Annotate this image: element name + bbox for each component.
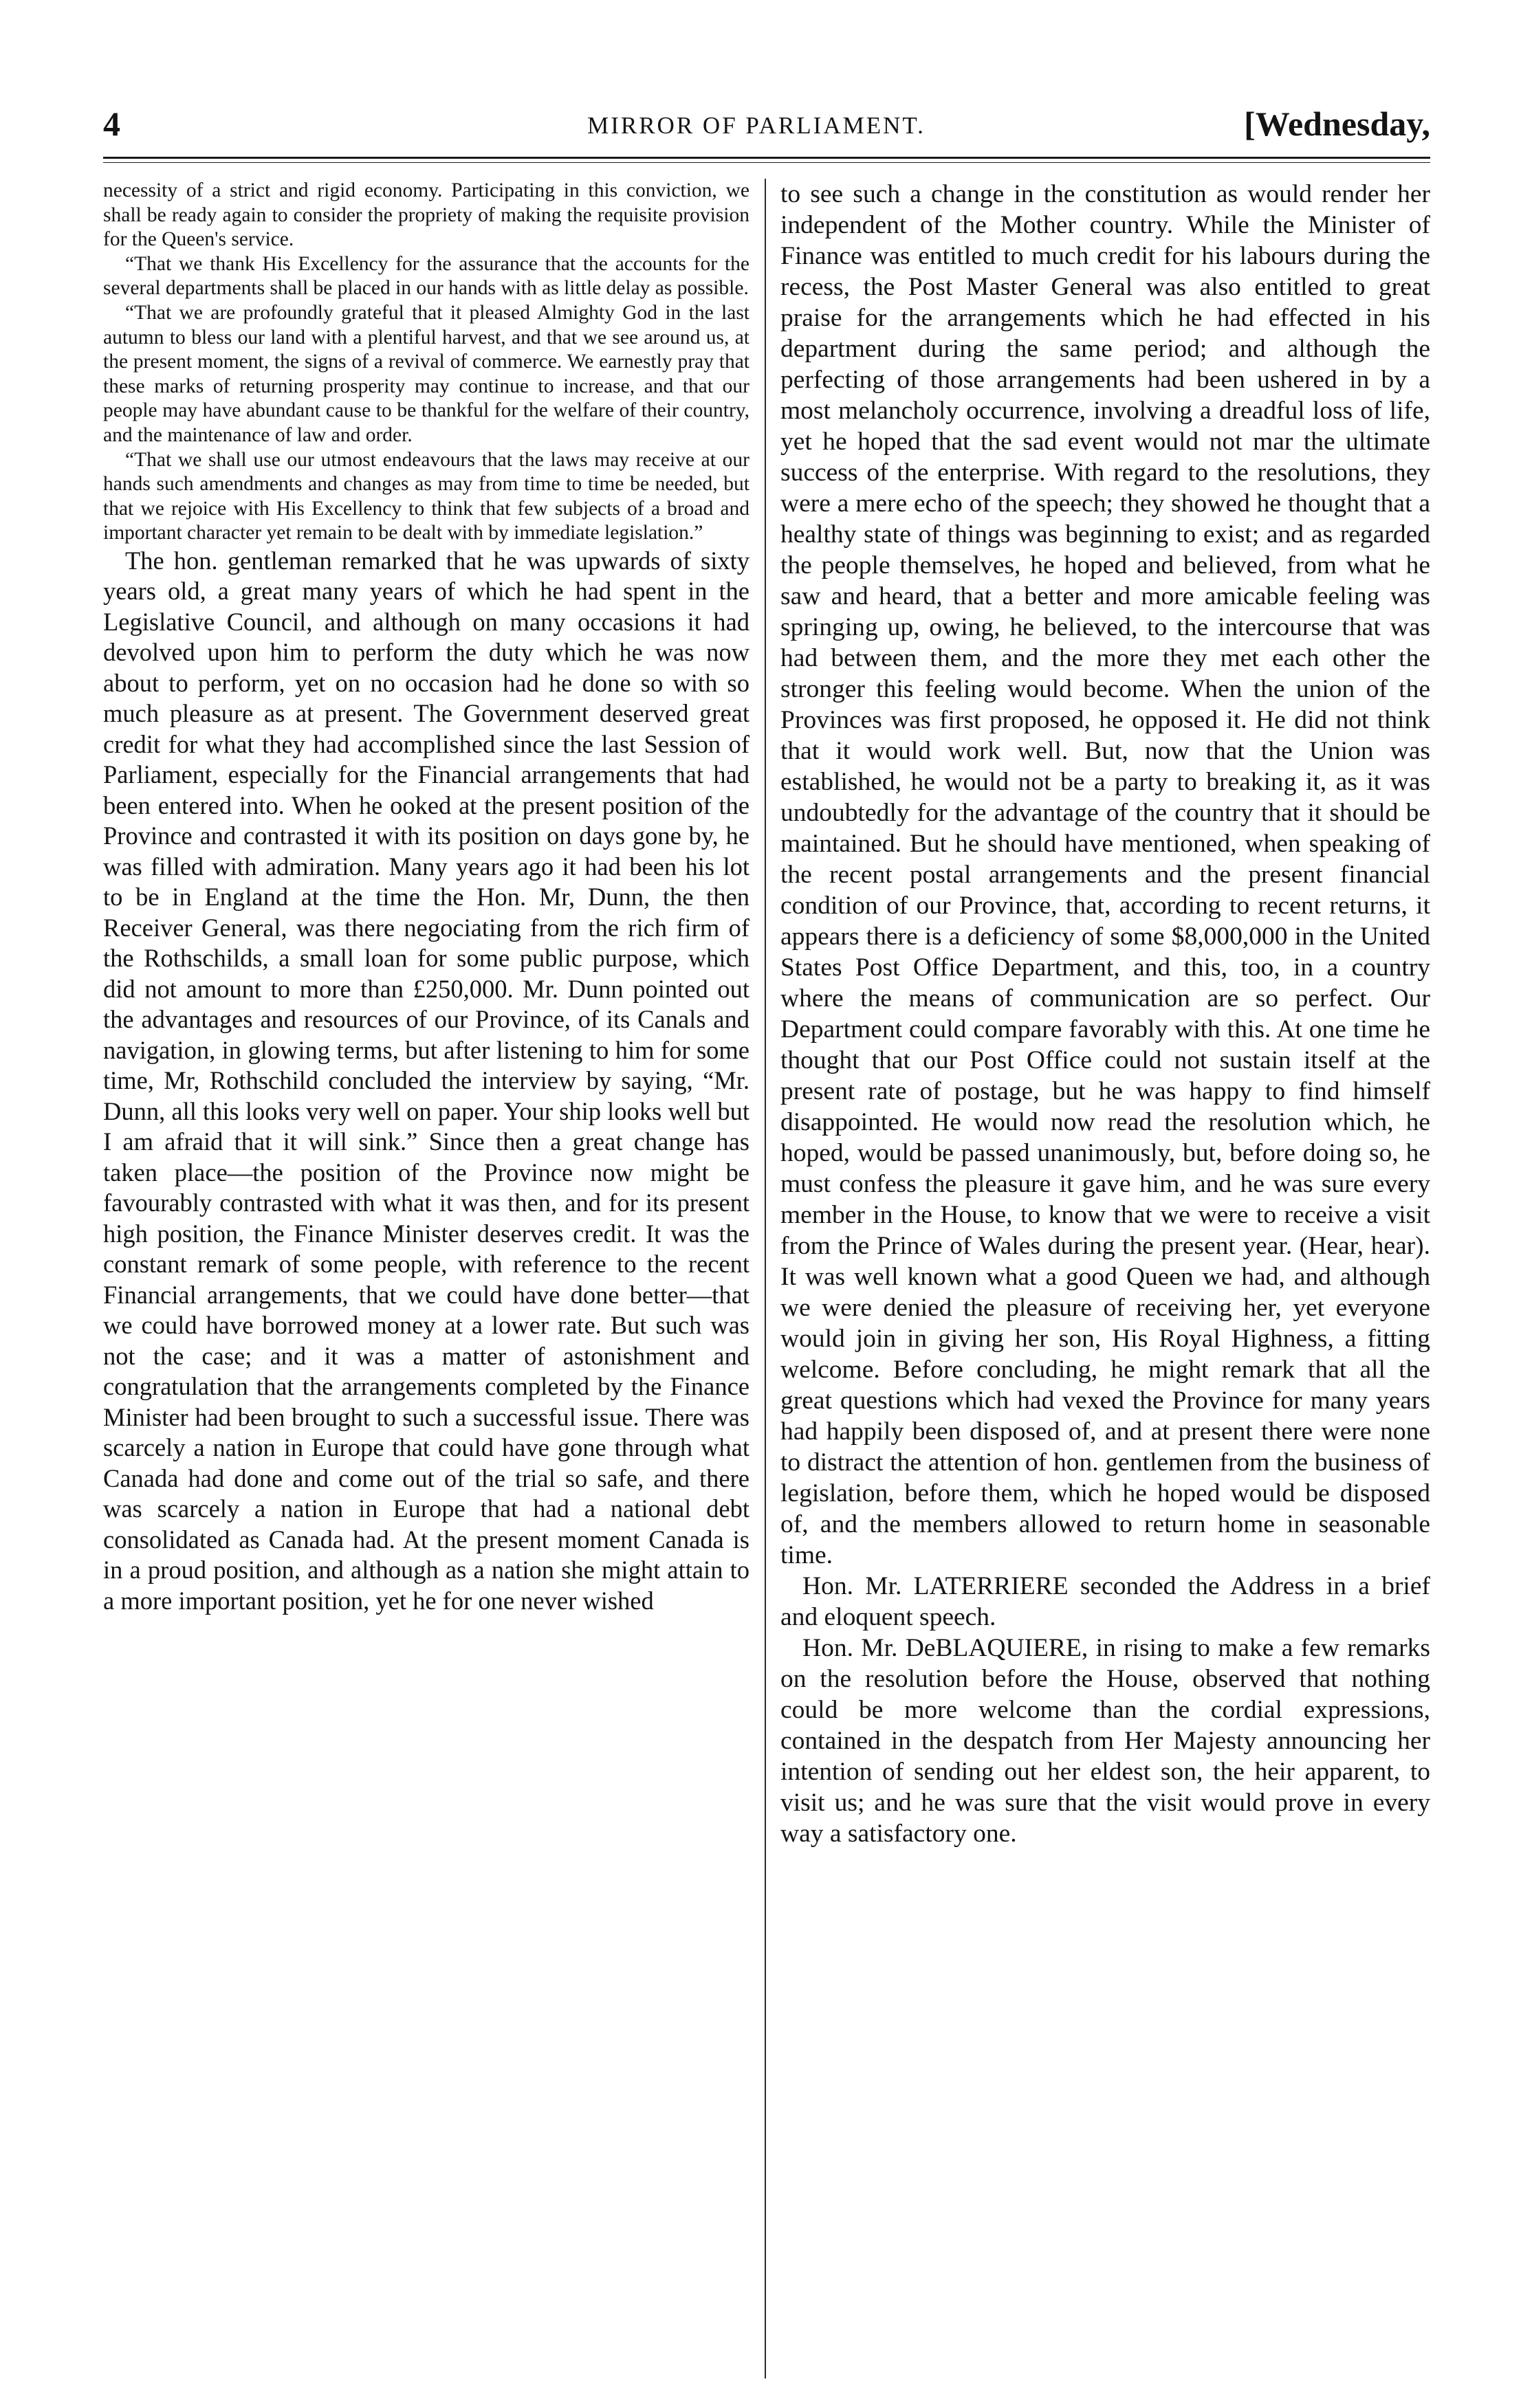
right-paragraph-3: Hon. Mr. DeBLAQUIERE, in rising to make a few remarks on the resolution before the House, observed that nothing could be more welcome than the cordial expressions, contained in the despatch from Her Majesty announcing her intention of sending out her eldest son, the heir apparent, to visit us; and he was sure that the visit would prove in every way a satisfactory one.: [780, 1634, 1430, 1848]
header-rule: [103, 157, 1430, 163]
left-paragraph-2: “That we thank His Excellency for the assurance that the accounts for the several departments shall be placed in our hands with as little delay as possible.: [103, 252, 749, 300]
left-paragraph-1: necessity of a strict and rigid economy. Participating in this conviction, we shall be ready again to consider the propriety of making the requisite provision for the Queen's service.: [103, 179, 749, 251]
right-column: [780, 179, 1430, 2378]
left-paragraph-5: The hon. gentleman remarked that he was upwards of sixty years old, a great many years of which he had spent in the Legislative Council, and although on many occasions it had devolved upon him to perform the duty which he was now about to perform, yet on no occasion had he done so with so much pleasure as at present. The Government deserved great credit for what they had accomplished since the last Session of Parliament, especially for the Financial arrangements that had been entered into. When he ooked at the present position of the Province and contrasted it with its position on days gone by, he was filled with admiration. Many years ago it had been his lot to be in England at the time the Hon. Mr, Dunn, the then Receiver General, was there negociating from the rich firm of the Rothschilds, a small loan for some public purpose, which did not amount to more than £250,000. Mr. Dunn pointed out the advantages and resources of our Province, of its Canals and navigation, in glowing terms, but after listening to him for some time, Mr, Rothschild concluded the interview by saying, “Mr. Dunn, all this looks very well on paper. Your ship looks well but I am afraid that it will sink.” Since then a great change has taken place—the position of the Province now might be favourably contrasted with what it was then, and for its present high position, the Finance Minister deserves credit. It was the constant remark of some people, with reference to the recent Financial arrangements, that we could have done better—that we could have borrowed money at a lower rate. But such was not the case; and it was a matter of astonishment and congratulation that the arrangements completed by the Finance Minister had been brought to such a successful issue. There was scarcely a nation in Europe that could have gone through what Canada had done and come out of the trial so safe, and there was scarcely a nation in Europe that had a national debt consolidated as Canada had. At the present moment Canada is in a proud position, and although as a nation she might attain to a more important position, yet he for one never wished: [103, 546, 749, 1615]
right-paragraph-2: Hon. Mr. LATERRIERE seconded the Address in a brief and eloquent speech.: [780, 1572, 1430, 1631]
running-head-title: MIRROR OF PARLIAMENT.: [587, 112, 926, 139]
column-divider: [765, 179, 766, 2378]
left-paragraph-3: “That we are profoundly grateful that it pleased Almighty God in the last autumn to bless our land with a plentiful harvest, and that we see around us, at the present moment, the signs of a revival of commerce. We earnestly pray that these marks of returning prosperity may continue to increase, and that our people may have abundant cause to be thankful for the welfare of their country, and the maintenance of law and order.: [103, 301, 749, 446]
newspaper-page: [103, 103, 1430, 2378]
text-columns: [103, 179, 1430, 2378]
right-paragraph-1: to see such a change in the constitution as would render her independent of the Mother country. While the Minister of Finance was entitled to much credit for his labours during the recess, the Post Master General was also entitled to great praise for the arrangements which he had effected in his department during the same period; and although the perfecting of those arrangements had been ushered in by a most melancholy occurrence, involving a dreadful loss of life, yet he hoped that the sad event would not mar the ultimate success of the enterprise. With regard to the resolutions, they were a mere echo of the speech; they showed he thought that a healthy state of things was beginning to exist; and as regarded the people themselves, he hoped and believed, from what he saw and heard, that a better and more amicable feeling was springing up, owing, he believed, to the intercourse that was had between them, and the more they met each other the stronger this feeling would become. When the union of the Provinces was first proposed, he opposed it. He did not think that it would work well. But, now that the Union was established, he would not be a party to breaking it, as it was undoubtedly for the advantage of the country that it should be maintained. But he should have mentioned, when speaking of the recent postal arrangements and the present financial condition of our Province, that, according to recent returns, it appears there is a deficiency of some $8,000,000 in the United States Post Office Department, and this, too, in a country where the means of communication are so perfect. Our Department could compare favorably with this. At one time he thought that our Post Office could not sustain itself at the present rate of postage, but he was happy to find himself disappointed. He would now read the resolution which, he hoped, would be passed unanimously, but, before doing so, he must confess the pleasure it gave him, and he was sure every member in the House, to know that we were to receive a visit from the Prince of Wales during the present year. (Hear, hear). It was well known what a good Queen we had, and although we were denied the pleasure of receiving her, yet everyone would join in giving her son, His Royal Highness, a fitting welcome. Before concluding, he might remark that all the great questions which had vexed the Province for many years had happily been disposed of, and at present there were none to distract the attention of hon. gentlemen from the business of legislation, before them, which he hoped would be disposed of, and the members allowed to return home in seasonable time.: [780, 180, 1430, 1569]
day-label: [Wednesday,: [1244, 104, 1430, 143]
page-header: [103, 103, 1430, 151]
left-paragraph-4: “That we shall use our utmost endeavours that the laws may receive at our hands such amendments and changes as may from time to time be needed, but that we rejoice with His Excellency to think that few subjects of a broad and important character yet remain to be dealt with by immediate legislation.”: [103, 448, 749, 544]
page-number: 4: [103, 104, 120, 143]
left-column: [103, 179, 749, 2378]
